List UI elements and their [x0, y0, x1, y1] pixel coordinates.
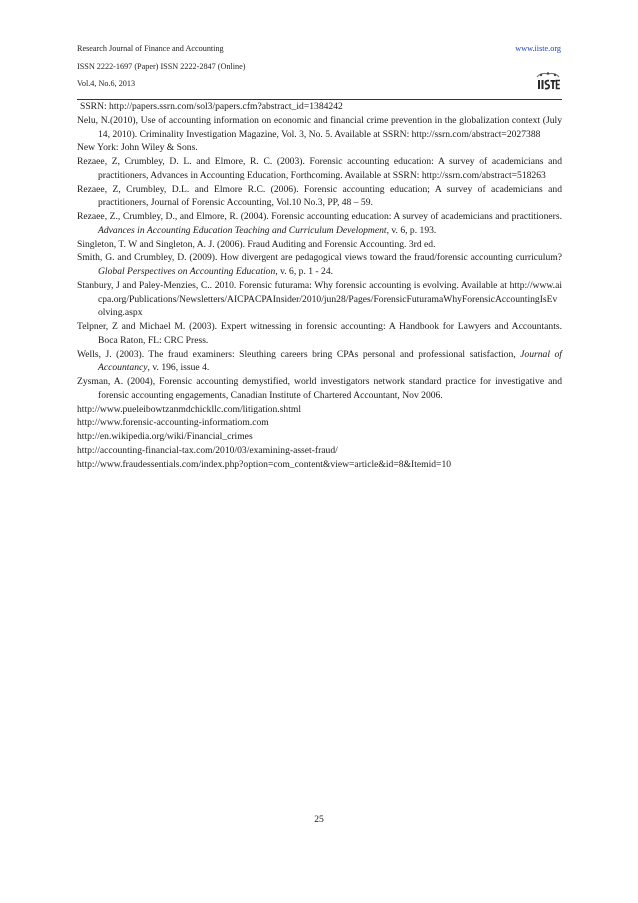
reference-url: http://www.fraudessentials.com/index.php?option=com_content&view=article&id=8&Itemid=10 — [77, 458, 452, 470]
reference-item: Smith, G. and Crumbley, D. (2009). How divergent are pedagogical views toward the fraud/forensic accounting curriculum? Global Perspectives on Accounting Education, v. 6, p. 1 - 24. — [77, 252, 562, 277]
reference-item: Rezaee, Z., Crumbley, D., and Elmore, R. (2004). Forensic accounting education: A survey of academicians and practitioners. Advances in Accounting Education Teaching and Curriculum Development, v. 6, p. 193. — [77, 211, 562, 236]
reference-item: Stanbury, J and Paley-Menzies, C.. 2010. Forensic futurama: Why forensic accounting is evolving. Available at http://www.aicpa.org/Publications/Newsletters/AICPACPAInsider/2010/jun28/Pages/ForensicFuturamaWhyForensicAccountingIsEvolving.aspx — [77, 279, 562, 319]
reference-url: http://www.forensic-accounting-informatiom.com — [77, 417, 269, 429]
website-link[interactable]: www.iiste.org — [515, 44, 561, 53]
page-number: 25 — [314, 814, 324, 825]
journal-title-italic: Journal of Accountancy — [98, 348, 562, 374]
reference-item: Telpner, Z and Michael M. (2003). Expert witnessing in forensic accounting: A Handbook for Lawyers and Accountants. Boca Raton, FL: CRC Press. — [77, 321, 562, 346]
journal-header — [77, 40, 246, 93]
reference-item: Rezaee, Z, Crumbley, D. L. and Elmore, R. C. (2003). Forensic accounting education: A survey of academicians and practitioners, Advances in Accounting Education, Forthcoming. Available at SSRN: http://ssrn.com/abstract=518263 — [77, 156, 562, 181]
reference-item: New York: John Wiley & Sons. — [77, 142, 198, 154]
reference-url: http://accounting-financial-tax.com/2010/03/examining-asset-fraud/ — [77, 444, 338, 456]
journal-title-italic: Advances in Accounting Education Teaching and Curriculum Development — [98, 224, 387, 236]
reference-item: Zysman, A. (2004), Forensic accounting demystified, world investigators network standard practice for investigative and forensic accounting engagements, Canadian Institute of Chartered Accountant, Nov 2006. — [77, 376, 562, 401]
reference-list — [77, 100, 562, 471]
reference-item: SSRN: http://papers.ssrn.com/sol3/papers.cfm?abstract_id=1384242 — [80, 101, 343, 112]
reference-url: http://www.pueleibowtzanmdchickllc.com/litigation.shtml — [77, 403, 301, 415]
reference-item: Nelu, N.(2010), Use of accounting information on economic and financial crime prevention in the globalization context (July 14, 2010). Criminality Investigation Magazine, Vol. 3, No. 5. Available at SSRN: http://ssrn.com/abstract=2027388 — [77, 114, 562, 140]
issn-line: ISSN 2222-1697 (Paper) ISSN 2222-2847 (Online) — [77, 61, 246, 71]
reference-item: Wells, J. (2003). The fraud examiners: Sleuthing careers bring CPAs personal and professional satisfaction, Journal of Accountancy, v. 196, issue 4. — [77, 348, 562, 374]
volume-line: Vol.4, No.6, 2013 — [77, 79, 136, 88]
journal-title: Research Journal of Finance and Accounting — [77, 44, 224, 53]
reference-url: http://en.wikipedia.org/wiki/Financial_crimes — [77, 431, 253, 442]
reference-item: Singleton, T. W and Singleton, A. J. (2006). Fraud Auditing and Forensic Accounting. 3rd ed. — [77, 238, 436, 250]
iiste-logo — [535, 71, 561, 91]
journal-title-italic: Global Perspectives on Accounting Education — [98, 266, 276, 277]
reference-item: Rezaee, Z, Crumbley, D.L. and Elmore R.C. (2006). Forensic accounting education; A survey of academicians and practitioners, Journal of Forensic Accounting, Vol.10 No.3, PP, 48 – 59. — [77, 183, 562, 209]
